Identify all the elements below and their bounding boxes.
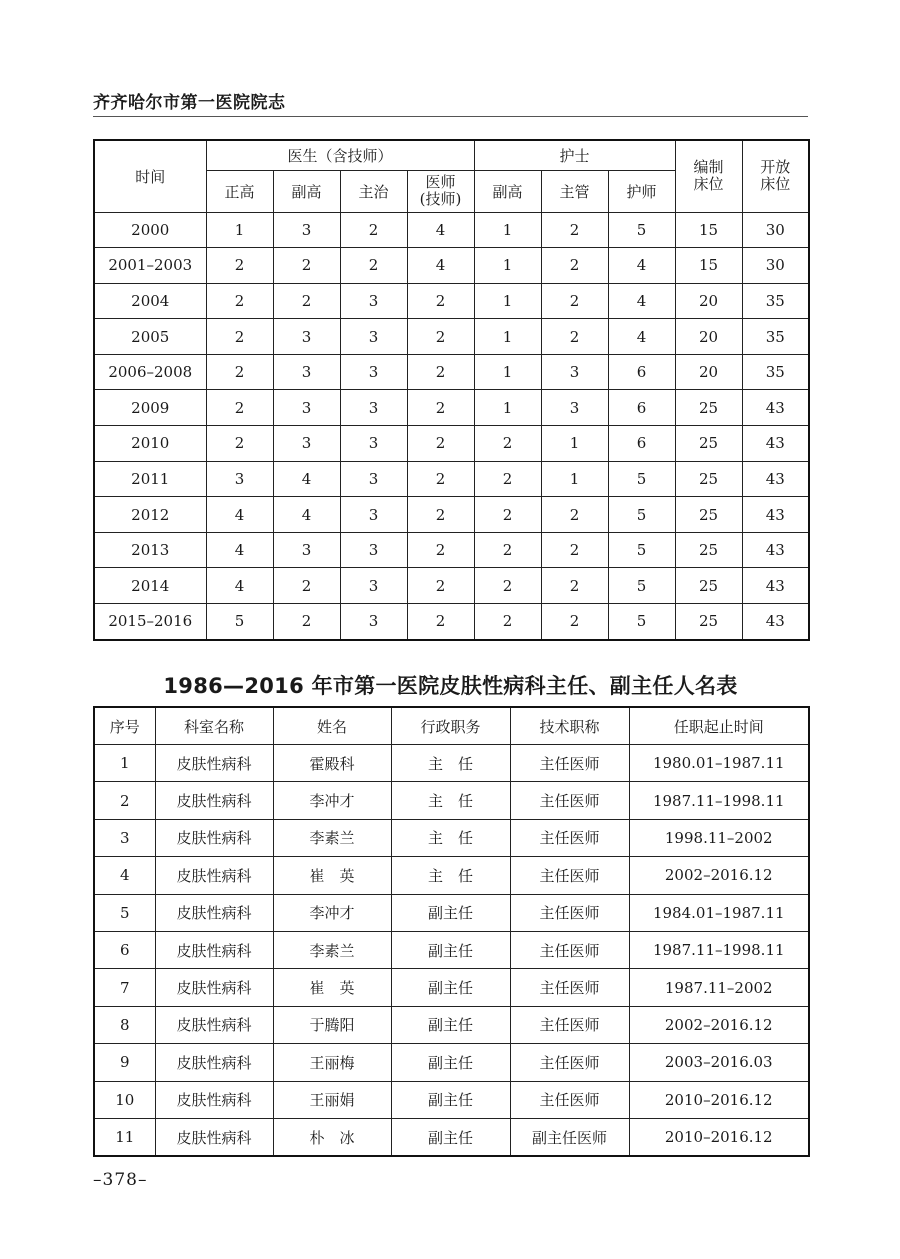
director-row-cell: 皮肤性病科 (155, 1081, 273, 1118)
staff-row-cell: 2009 (94, 390, 206, 426)
staff-row-cell: 43 (742, 461, 809, 497)
director-table-title: 1986—2016 年市第一医院皮肤性病科主任、副主任人名表 (163, 674, 738, 698)
staff-row-cell: 5 (608, 212, 675, 248)
director-row-cell: 皮肤性病科 (155, 745, 273, 782)
staff-row-cell: 4 (273, 461, 340, 497)
staff-row-cell: 5 (608, 497, 675, 533)
director-row-cell: 王丽梅 (273, 1044, 391, 1081)
director-row (94, 894, 809, 931)
director-row-cell: 李冲才 (273, 894, 391, 931)
staff-row-cell: 2 (206, 426, 273, 462)
staff-row-cell: 3 (340, 604, 407, 640)
director-row-cell: 9 (94, 1044, 155, 1081)
director-row-cell: 2002–2016.12 (629, 1006, 809, 1043)
staff-row-cell: 3 (273, 426, 340, 462)
staff-row (94, 461, 809, 497)
staff-row (94, 532, 809, 568)
staff-row-cell: 43 (742, 426, 809, 462)
director-row-cell: 1998.11–2002 (629, 819, 809, 856)
staff-row-cell: 30 (742, 248, 809, 284)
director-row-cell: 主 任 (391, 819, 510, 856)
staff-row-cell: 6 (608, 354, 675, 390)
director-row-cell: 副主任 (391, 894, 510, 931)
staff-row-cell: 6 (608, 426, 675, 462)
staff-row-cell: 2013 (94, 532, 206, 568)
staff-row-cell: 4 (273, 497, 340, 533)
director-row-cell: 1 (94, 745, 155, 782)
director-row (94, 1118, 809, 1156)
staff-row-cell: 25 (675, 604, 742, 640)
staff-row-cell: 2 (474, 604, 541, 640)
staff-row-cell: 43 (742, 497, 809, 533)
staff-row-cell: 43 (742, 604, 809, 640)
staff-row-cell: 25 (675, 497, 742, 533)
staff-row-cell: 3 (340, 390, 407, 426)
staff-row-cell: 2005 (94, 319, 206, 355)
director-row-cell: 副主任 (391, 969, 510, 1006)
running-head: 齐齐哈尔市第一医院院志 (93, 93, 286, 113)
staff-row-cell: 3 (541, 390, 608, 426)
director-row (94, 1044, 809, 1081)
staff-row-cell: 2000 (94, 212, 206, 248)
header-doctor-physician (407, 170, 474, 212)
staff-row (94, 390, 809, 426)
header-term: 任职起止时间 (629, 707, 809, 745)
staff-row-cell: 25 (675, 426, 742, 462)
staff-row-cell: 2 (206, 319, 273, 355)
director-row-cell: 1980.01–1987.11 (629, 745, 809, 782)
staff-row-cell: 2 (407, 532, 474, 568)
director-row (94, 745, 809, 782)
staff-row-cell: 2 (541, 283, 608, 319)
staff-row-cell: 2001–2003 (94, 248, 206, 284)
header-beds-fixed (675, 140, 742, 212)
header-nurse-nurse: 护师 (608, 170, 675, 212)
header-nurse-associate: 副高 (474, 170, 541, 212)
director-row-cell: 主任医师 (510, 894, 629, 931)
staff-row-cell: 2 (340, 212, 407, 248)
staff-row-cell: 30 (742, 212, 809, 248)
staff-row-cell: 5 (608, 461, 675, 497)
staff-table (93, 139, 810, 641)
director-row (94, 1081, 809, 1118)
director-row-cell: 霍殿科 (273, 745, 391, 782)
staff-row-cell: 4 (608, 283, 675, 319)
staff-row-cell: 20 (675, 354, 742, 390)
staff-row-cell: 5 (206, 604, 273, 640)
header-beds-open-line2: 床位 (760, 175, 791, 194)
staff-row-cell: 15 (675, 212, 742, 248)
director-row-cell: 7 (94, 969, 155, 1006)
director-row-cell: 副主任 (391, 1006, 510, 1043)
staff-row-cell: 2004 (94, 283, 206, 319)
staff-row-cell: 3 (340, 283, 407, 319)
director-row-cell: 4 (94, 857, 155, 894)
staff-row-cell: 1 (474, 390, 541, 426)
director-row-cell: 5 (94, 894, 155, 931)
staff-row-cell: 1 (474, 283, 541, 319)
staff-row-cell: 3 (541, 354, 608, 390)
header-admin-post: 行政职务 (391, 707, 510, 745)
staff-row-cell: 25 (675, 532, 742, 568)
staff-row-cell: 2 (407, 497, 474, 533)
staff-row-cell: 3 (273, 354, 340, 390)
staff-row-cell: 2 (206, 248, 273, 284)
director-row-cell: 皮肤性病科 (155, 969, 273, 1006)
director-row-cell: 10 (94, 1081, 155, 1118)
staff-row-cell: 5 (608, 532, 675, 568)
staff-row (94, 497, 809, 533)
director-row-cell: 2003–2016.03 (629, 1044, 809, 1081)
header-name: 姓名 (273, 707, 391, 745)
director-row-cell: 1987.11–1998.11 (629, 931, 809, 968)
header-index: 序号 (94, 707, 155, 745)
director-row-cell: 李素兰 (273, 819, 391, 856)
header-doctor-senior: 正高 (206, 170, 273, 212)
staff-row-cell: 3 (340, 354, 407, 390)
header-department: 科室名称 (155, 707, 273, 745)
staff-row-cell: 3 (206, 461, 273, 497)
director-row-cell: 皮肤性病科 (155, 857, 273, 894)
director-row (94, 819, 809, 856)
staff-row-cell: 43 (742, 390, 809, 426)
staff-row-cell: 1 (541, 461, 608, 497)
staff-row-cell: 25 (675, 461, 742, 497)
staff-row-cell: 3 (340, 532, 407, 568)
staff-row (94, 354, 809, 390)
staff-row-cell: 2 (206, 390, 273, 426)
staff-row-cell: 2 (273, 568, 340, 604)
director-row-cell: 皮肤性病科 (155, 931, 273, 968)
header-beds-fixed-line2: 床位 (693, 175, 724, 194)
staff-row-cell: 2 (273, 248, 340, 284)
director-row-cell: 皮肤性病科 (155, 782, 273, 819)
director-row-cell: 主任医师 (510, 782, 629, 819)
staff-row-cell: 20 (675, 319, 742, 355)
staff-row-cell: 2010 (94, 426, 206, 462)
staff-row-cell: 2 (541, 497, 608, 533)
director-row-cell: 李素兰 (273, 931, 391, 968)
staff-row-cell: 1 (474, 212, 541, 248)
staff-row-cell: 3 (340, 461, 407, 497)
director-row-cell: 2 (94, 782, 155, 819)
staff-row-cell: 2 (474, 461, 541, 497)
staff-row (94, 568, 809, 604)
staff-row-cell: 2 (541, 319, 608, 355)
staff-row-cell: 5 (608, 604, 675, 640)
staff-row-cell: 2 (407, 461, 474, 497)
header-tech-title: 技术职称 (510, 707, 629, 745)
director-row-cell: 主任医师 (510, 969, 629, 1006)
staff-row-cell: 1 (541, 426, 608, 462)
director-row-cell: 皮肤性病科 (155, 819, 273, 856)
header-doctor-physician-line2: (技师) (419, 190, 462, 208)
staff-row-cell: 2 (206, 283, 273, 319)
header-nurse-charge: 主管 (541, 170, 608, 212)
staff-row-cell: 2 (407, 604, 474, 640)
staff-row-cell: 15 (675, 248, 742, 284)
staff-row-cell: 3 (273, 319, 340, 355)
staff-row-cell: 1 (474, 248, 541, 284)
director-row (94, 931, 809, 968)
staff-row-cell: 2 (407, 390, 474, 426)
director-row-cell: 副主任 (391, 1081, 510, 1118)
staff-row-cell: 2 (206, 354, 273, 390)
staff-row-cell: 35 (742, 319, 809, 355)
director-row-cell: 3 (94, 819, 155, 856)
header-beds-open-line1: 开放 (760, 158, 791, 177)
director-row-cell: 崔 英 (273, 969, 391, 1006)
staff-row-cell: 25 (675, 568, 742, 604)
director-row-cell: 1984.01–1987.11 (629, 894, 809, 931)
staff-row-cell: 25 (675, 390, 742, 426)
header-doctor-group: 医生（含技师） (206, 140, 474, 170)
header-time: 时间 (94, 140, 206, 212)
director-row-cell: 8 (94, 1006, 155, 1043)
director-row-cell: 皮肤性病科 (155, 894, 273, 931)
staff-row-cell: 3 (340, 319, 407, 355)
staff-row-cell: 1 (474, 319, 541, 355)
staff-row-cell: 2012 (94, 497, 206, 533)
director-row-cell: 主任医师 (510, 931, 629, 968)
director-row-cell: 皮肤性病科 (155, 1006, 273, 1043)
director-row-cell: 朴 冰 (273, 1118, 391, 1156)
staff-row (94, 283, 809, 319)
staff-row-cell: 2 (273, 604, 340, 640)
staff-row-cell: 2 (541, 532, 608, 568)
director-row-cell: 于腾阳 (273, 1006, 391, 1043)
staff-row-cell: 3 (273, 390, 340, 426)
director-row (94, 782, 809, 819)
director-row-cell: 2010–2016.12 (629, 1081, 809, 1118)
header-rule (93, 116, 808, 117)
staff-row-cell: 4 (206, 568, 273, 604)
header-doctor-attending: 主治 (340, 170, 407, 212)
staff-row (94, 604, 809, 640)
staff-row-cell: 2 (474, 497, 541, 533)
director-header-row (94, 707, 809, 745)
staff-row-cell: 4 (407, 248, 474, 284)
staff-row-cell: 2 (407, 354, 474, 390)
staff-row-cell: 4 (206, 497, 273, 533)
director-row-cell: 副主任 (391, 1118, 510, 1156)
staff-row-cell: 2 (474, 426, 541, 462)
director-row-cell: 皮肤性病科 (155, 1044, 273, 1081)
staff-row-cell: 3 (273, 532, 340, 568)
staff-row-cell: 2 (474, 568, 541, 604)
director-row-cell: 副主任医师 (510, 1118, 629, 1156)
director-row-cell: 副主任 (391, 931, 510, 968)
staff-row-cell: 3 (340, 426, 407, 462)
staff-row-cell: 5 (608, 568, 675, 604)
staff-row-cell: 2 (407, 568, 474, 604)
director-row-cell: 主任医师 (510, 819, 629, 856)
director-row-cell: 副主任 (391, 1044, 510, 1081)
director-row-cell: 主 任 (391, 745, 510, 782)
director-row-cell: 主 任 (391, 857, 510, 894)
staff-row-cell: 4 (407, 212, 474, 248)
staff-row-cell: 2006–2008 (94, 354, 206, 390)
director-row-cell: 崔 英 (273, 857, 391, 894)
director-row-cell: 皮肤性病科 (155, 1118, 273, 1156)
director-row-cell: 主任医师 (510, 745, 629, 782)
header-doctor-associate: 副高 (273, 170, 340, 212)
staff-row-cell: 43 (742, 532, 809, 568)
staff-row-cell: 3 (273, 212, 340, 248)
page-number: –378– (93, 1170, 148, 1190)
staff-row (94, 248, 809, 284)
director-row-cell: 2010–2016.12 (629, 1118, 809, 1156)
staff-row-cell: 2 (407, 319, 474, 355)
staff-row-cell: 2 (541, 568, 608, 604)
director-row-cell: 6 (94, 931, 155, 968)
staff-row-cell: 20 (675, 283, 742, 319)
staff-row-cell: 2015–2016 (94, 604, 206, 640)
staff-row-cell: 2 (541, 604, 608, 640)
header-nurse-group: 护士 (474, 140, 675, 170)
staff-row-cell: 2011 (94, 461, 206, 497)
director-row (94, 969, 809, 1006)
director-row-cell: 主任医师 (510, 1006, 629, 1043)
staff-row-cell: 2 (474, 532, 541, 568)
director-row-cell: 主任医师 (510, 1044, 629, 1081)
staff-row (94, 319, 809, 355)
director-row-cell: 王丽娟 (273, 1081, 391, 1118)
staff-header-row-1 (94, 140, 809, 170)
staff-row-cell: 4 (608, 319, 675, 355)
director-row-cell: 1987.11–2002 (629, 969, 809, 1006)
director-row-cell: 11 (94, 1118, 155, 1156)
staff-row-cell: 4 (608, 248, 675, 284)
staff-row-cell: 2 (340, 248, 407, 284)
staff-row-cell: 3 (340, 497, 407, 533)
staff-row-cell: 43 (742, 568, 809, 604)
director-table (93, 706, 810, 1157)
staff-row (94, 212, 809, 248)
staff-row-cell: 2014 (94, 568, 206, 604)
staff-row-cell: 2 (407, 426, 474, 462)
staff-row-cell: 4 (206, 532, 273, 568)
staff-row-cell: 35 (742, 354, 809, 390)
header-doctor-physician-line1: 医师 (425, 173, 456, 191)
staff-row (94, 426, 809, 462)
staff-row-cell: 1 (474, 354, 541, 390)
staff-row-cell: 2 (407, 283, 474, 319)
staff-row-cell: 2 (273, 283, 340, 319)
director-row-cell: 主任医师 (510, 1081, 629, 1118)
staff-row-cell: 35 (742, 283, 809, 319)
director-row-cell: 1987.11–1998.11 (629, 782, 809, 819)
header-beds-fixed-line1: 编制 (693, 158, 724, 177)
staff-row-cell: 2 (541, 212, 608, 248)
director-row-cell: 李冲才 (273, 782, 391, 819)
director-row-cell: 主任医师 (510, 857, 629, 894)
director-row (94, 1006, 809, 1043)
header-beds-open (742, 140, 809, 212)
director-row-cell: 主 任 (391, 782, 510, 819)
staff-row-cell: 6 (608, 390, 675, 426)
director-row-cell: 2002–2016.12 (629, 857, 809, 894)
staff-row-cell: 2 (541, 248, 608, 284)
staff-row-cell: 1 (206, 212, 273, 248)
staff-row-cell: 3 (340, 568, 407, 604)
director-row (94, 857, 809, 894)
